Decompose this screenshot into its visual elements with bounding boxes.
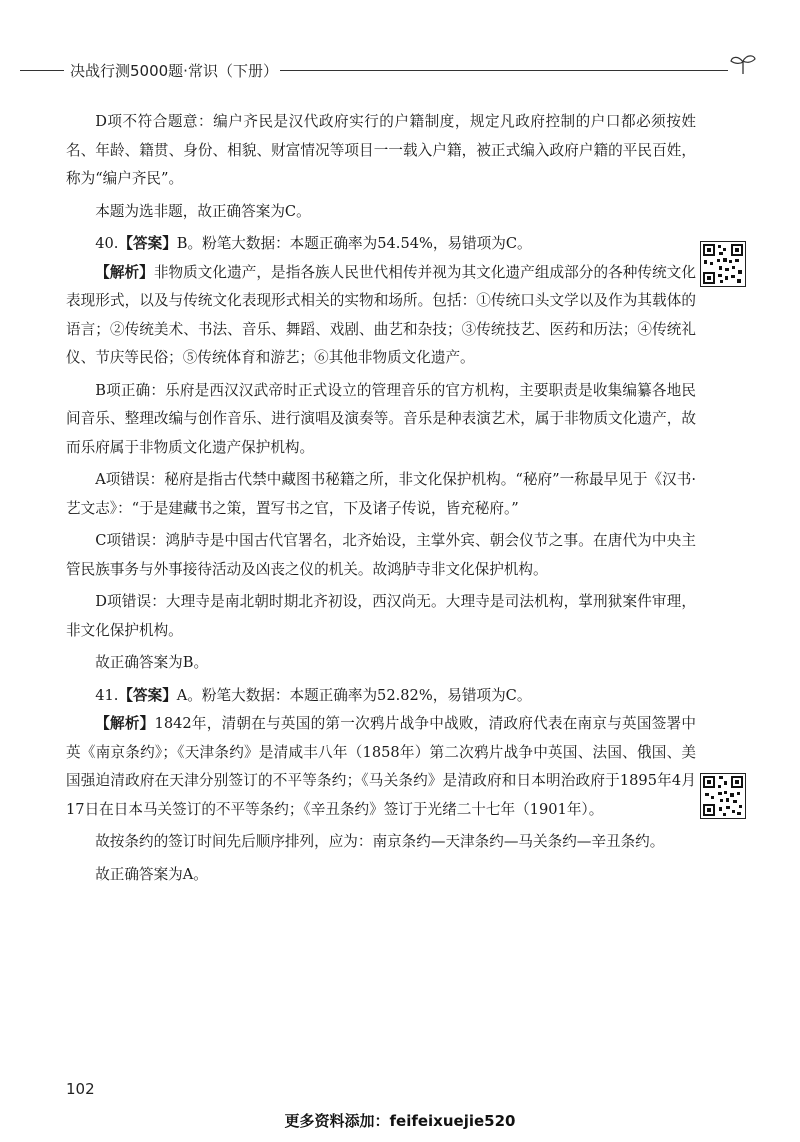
header-rule-left (20, 70, 64, 71)
paragraph-answer-40: 故正确答案为B。 (95, 654, 209, 671)
answer-label: 【答案】 (118, 686, 177, 704)
header-rule-right (280, 70, 728, 71)
explanation-label: 【解析】 (95, 263, 154, 281)
qr-code-icon[interactable] (700, 241, 746, 287)
question-40-answer (66, 230, 696, 259)
footer-contact-note: 更多资料添加：feifeixuejie520 (284, 1112, 516, 1130)
paragraph-option-b: B项正确：乐府是西汉汉武帝时正式设立的管理音乐的官方机构，主要职责是收集编纂各地民间音乐、整理改编与创作音乐、进行演唱及演奏等。音乐是种表演艺术，属于非物质文化遗产，故而乐府属于非物质文化遗产保护机构。 (66, 381, 696, 456)
answer-label: 【答案】 (118, 235, 177, 252)
explanation-text: 1842年，清朝在与英国的第一次鸦片战争中战败，清政府代表在南京与英国签署中英《南京条约》；《天津条约》是清咸丰八年（1858年）第二次鸦片战争中英国、法国、俄国、美国强迫清政府在天津分别签订的不平等条约；《马关条约》是清政府和日本明治政府于1895年4月17日在日本马关签订的不平等条约；《辛丑条约》签订于光绪二十七年（1901年）。 (66, 715, 696, 818)
question-41-explanation (66, 710, 696, 824)
answer-text: A。粉笔大数据：本题正确率为52.82%，易错项为C。 (176, 686, 532, 704)
paragraph-option-d: D项不符合题意：编户齐民是汉代政府实行的户籍制度，规定凡政府控制的户口都必须按姓名、年龄、籍贯、身份、相貌、财富情况等项目一一载入户籍，被正式编入政府户籍的平民百姓，称为“编户齐民”。 (66, 113, 696, 187)
question-40-explanation (66, 259, 696, 373)
explanation-text: 非物质文化遗产，是指各族人民世代相传并视为其文化遗产组成部分的各种传统文化表现形式，以及与传统文化表现形式相关的实物和场所。包括：①传统口头文学以及作为其载体的语言；②传统美术、书法、音乐、舞蹈、戏剧、曲艺和杂技；③传统技艺、医药和历法；④传统礼仪、节庆等民俗；⑤传统体育和游艺；⑥其他非物质文化遗产。 (66, 263, 696, 366)
running-header (0, 50, 800, 90)
paragraph-answer-39: 本题为选非题，故正确答案为C。 (95, 202, 311, 220)
question-number: 41. (95, 686, 119, 704)
explanation-label: 【解析】 (95, 715, 155, 732)
paragraph-option-d-40: D项错误：大理寺是南北朝时期北齐初设，西汉尚无。大理寺是司法机构，掌刑狱案件审理，非文化保护机构。 (66, 593, 696, 639)
book-title: 决战行测5000题·常识（下册） (70, 62, 278, 80)
qr-code-icon[interactable] (700, 773, 746, 819)
question-41-answer (66, 682, 696, 711)
answer-text: B。粉笔大数据：本题正确率为54.54%，易错项为C。 (176, 235, 532, 252)
sprout-icon (728, 52, 758, 76)
page-number: 102 (66, 1080, 95, 1098)
question-number: 40. (95, 235, 119, 252)
page-body (66, 108, 696, 889)
paragraph-answer-41: 故正确答案为A。 (95, 865, 208, 883)
paragraph-option-c: C项错误：鸿胪寺是中国古代官署名，北齐始设，主掌外宾、朝会仪节之事。在唐代为中央主管民族事务与外事接待活动及凶丧之仪的机关。故鸿胪寺非文化保护机构。 (66, 532, 696, 578)
paragraph-option-a: A项错误：秘府是指古代禁中藏图书秘籍之所，非文化保护机构。“秘府”一称最早见于《汉书·艺文志》：“于是建藏书之策，置写书之官，下及诸子传说，皆充秘府。” (66, 471, 696, 517)
paragraph-treaty-order: 故按条约的签订时间先后顺序排列，应为：南京条约—天津条约—马关条约—辛丑条约。 (95, 833, 665, 850)
